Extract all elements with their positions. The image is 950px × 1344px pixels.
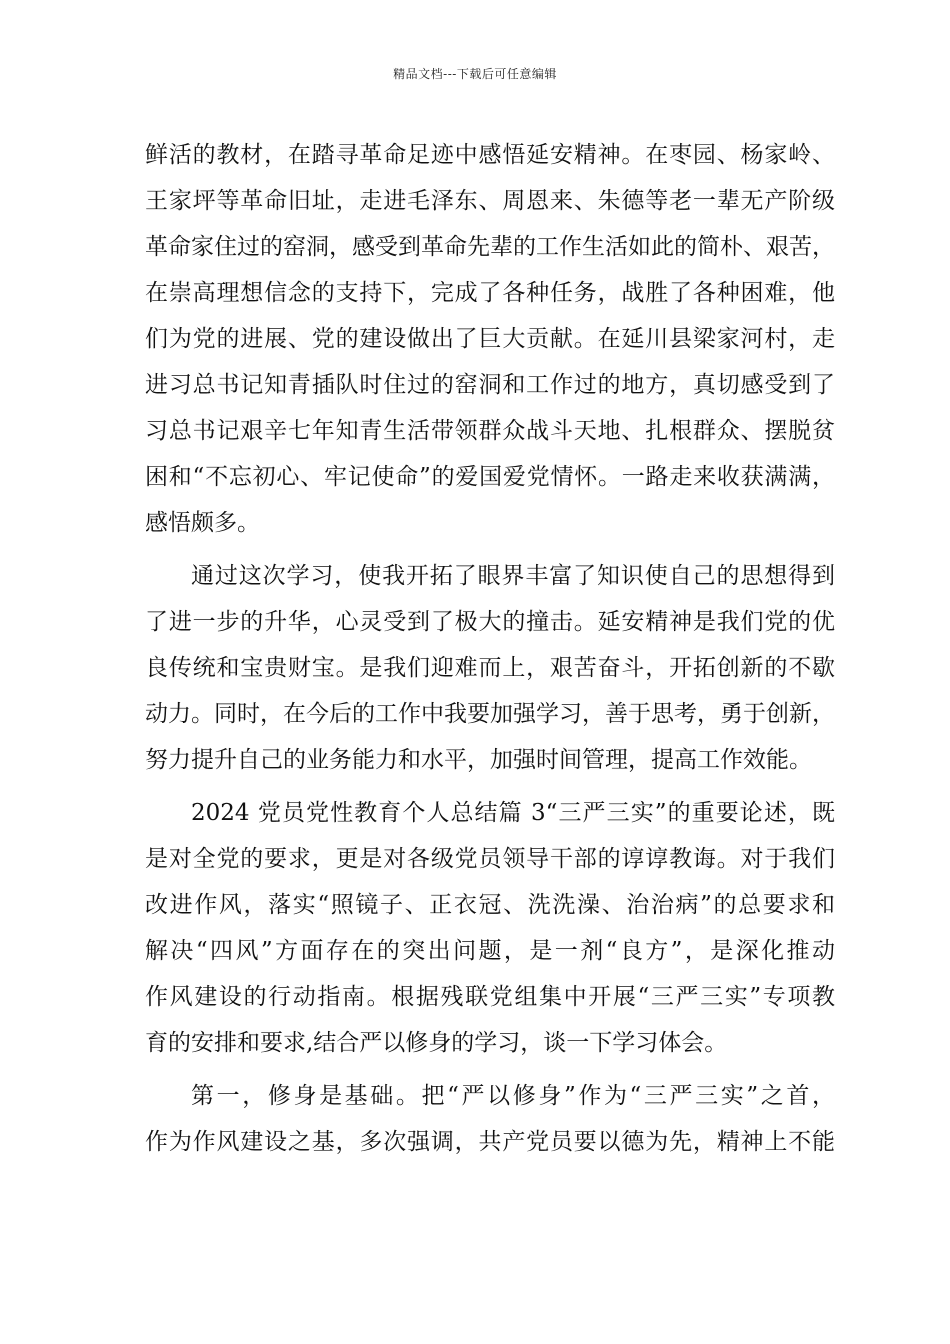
paragraph xyxy=(145,553,835,783)
text-line: 鲜活的教材，在踏寻革命足迹中感悟延安精神。在枣园、杨家岭、 xyxy=(145,142,835,168)
text-line: 进习总书记知青插队时住过的窑洞和工作过的地方，真切感受到了 xyxy=(145,372,835,398)
text-line: 解决“四风”方面存在的突出问题，是一剂“良方”，是深化推动 xyxy=(145,938,835,964)
text-line: 通过这次学习，使我开拓了眼界丰富了知识使自己的思想得到 xyxy=(191,563,835,589)
paragraph xyxy=(145,132,835,546)
text-line: 革命家住过的窑洞，感受到革命先辈的工作生活如此的简朴、艰苦， xyxy=(145,234,835,260)
page-header: 精品文档---下载后可任意编辑 xyxy=(393,67,557,81)
text-line: 感悟颇多。 xyxy=(145,510,260,536)
text-line: 作风建设的行动指南。根据残联党组集中开展“三严三实”专项教 xyxy=(145,984,835,1010)
text-line: 习总书记艰辛七年知青生活带领群众战斗天地、扎根群众、摆脱贫 xyxy=(145,418,835,444)
text-line: 作为作风建设之基，多次强调，共产党员要以德为先，精神上不能 xyxy=(145,1129,835,1155)
text-line: 王家坪等革命旧址，走进毛泽东、周恩来、朱德等老一辈无产阶级 xyxy=(145,188,835,214)
paragraph xyxy=(145,790,835,1066)
text-line: 努力提升自己的业务能力和水平，加强时间管理，提高工作效能。 xyxy=(145,747,812,773)
text-line: 了进一步的升华，心灵受到了极大的撞击。延安精神是我们党的优 xyxy=(145,609,835,635)
paragraph xyxy=(145,1073,835,1165)
document-body xyxy=(145,132,835,1165)
text-line: 们为党的进展、党的建设做出了巨大贡献。在延川县梁家河村，走 xyxy=(145,326,835,352)
text-line: 在崇高理想信念的支持下，完成了各种任务，战胜了各种困难，他 xyxy=(145,280,835,306)
text-line: 2024 党员党性教育个人总结篇 3“三严三实”的重要论述，既 xyxy=(191,800,835,826)
text-line: 第一，修身是基础。把“严以修身”作为“三严三实”之首， xyxy=(191,1083,835,1109)
text-line: 育的安排和要求,结合严以修身的学习，谈一下学习体会。 xyxy=(145,1030,728,1056)
text-line: 改进作风，落实“照镜子、正衣冠、洗洗澡、治治病”的总要求和 xyxy=(145,892,835,918)
text-line: 是对全党的要求，更是对各级党员领导干部的谆谆教诲。对于我们 xyxy=(145,846,835,872)
text-line: 困和“不忘初心、牢记使命”的爱国爱党情怀。一路走来收获满满， xyxy=(145,464,835,490)
text-line: 动力。同时，在今后的工作中我要加强学习，善于思考，勇于创新， xyxy=(145,701,835,727)
text-line: 良传统和宝贵财宝。是我们迎难而上，艰苦奋斗，开拓创新的不歇 xyxy=(145,655,835,681)
